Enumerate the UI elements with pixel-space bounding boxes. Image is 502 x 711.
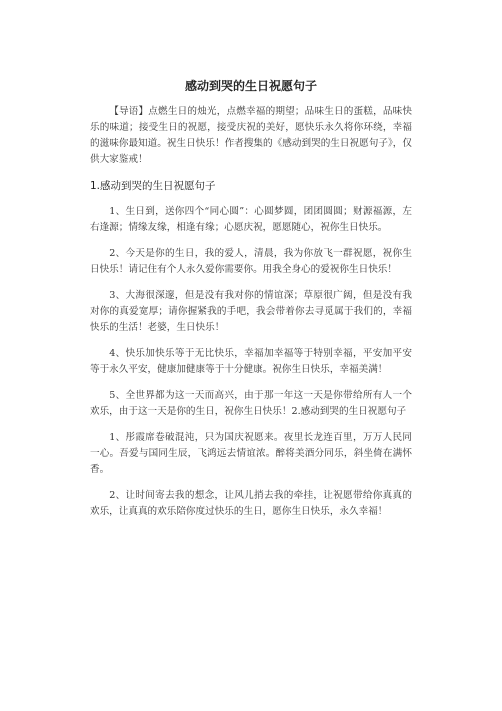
- document-title: 感动到哭的生日祝愿句子: [184, 79, 317, 93]
- wish-paragraph-6: 1、彤霞席卷破混沌，只为国庆祝愿来。夜里长龙连百里，万万人民同一心。吾爱与国同生辰，飞鸿远去情谊浓。醉将美酒分同乐，斜坐倚在满怀香。: [90, 432, 412, 475]
- wish-paragraph-2: 2、今天是你的生日，我的爱人，清晨，我为你放飞一群祝愿，祝你生日快乐！请记住有个人永久爱你需要你。用我全身心的爱祝你生日快乐！: [90, 248, 412, 275]
- wish-paragraph-3: 3、大海很深邃，但是没有我对你的情谊深；草原很广阔，但是没有我对你的真爱宽厚；请你握紧我的手吧，我会带着你去寻觅属于我们的，幸福快乐的生活！老婆，生日快乐！: [90, 290, 412, 333]
- document-content: [90, 78, 412, 530]
- section-heading: 1.感动到哭的生日祝愿句子: [90, 180, 216, 192]
- wish-paragraph-5: 5、全世界都为这一天而高兴，由于那一年这一天是你带给所有人一个欢乐，由于这一天是你的生日，祝你生日快乐！2.感动到哭的生日祝愿句子: [90, 390, 412, 417]
- wish-paragraph-7: 2、让时间寄去我的想念，让风儿捎去我的牵挂，让祝愿带给你真真的欢乐，让真真的欢乐陪你度过快乐的生日，愿你生日快乐，永久幸福！: [90, 490, 412, 517]
- wish-paragraph-1: 1、生日到，送你四个“同心圆”：心圆梦圆，团团圆圆；财源福源，左右逢源；情缘友缘，相逢有缘；心愿庆祝，愿愿随心，祝你生日快乐。: [90, 206, 412, 233]
- wish-paragraph-4: 4、快乐加快乐等于无比快乐，幸福加幸福等于特别幸福，平安加平安等于永久平安，健康加健康等于十分健康。祝你生日快乐，幸福美满！: [90, 348, 412, 375]
- intro-paragraph: 【导语】点燃生日的烛光，点燃幸福的期望；品味生日的蛋糕，品味快乐的味道；接受生日的祝愿，接受庆祝的美好，愿快乐永久将你环绕，幸福的滋味你最知道。祝生日快乐！作者搜集的《感动到哭的生日祝愿句子》，仅供大家鉴戒！: [90, 106, 412, 165]
